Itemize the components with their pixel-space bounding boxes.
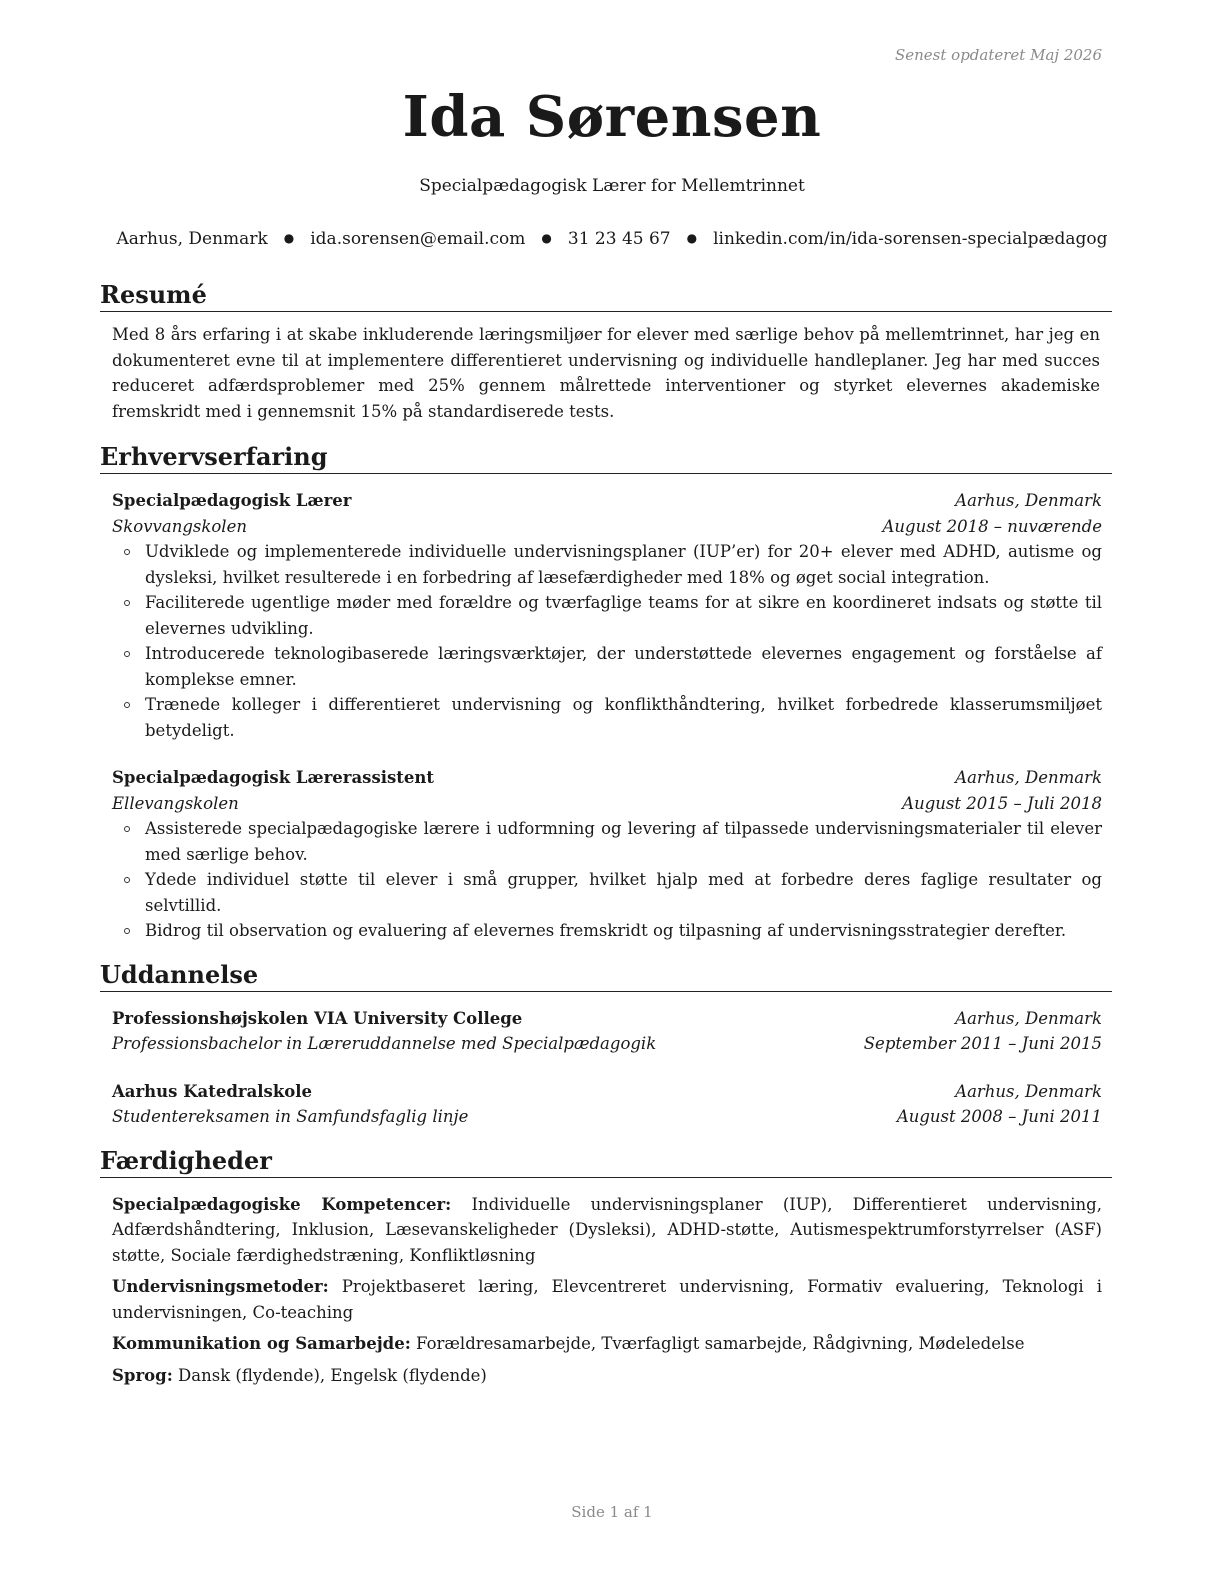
education-degree: Studentereksamen in Samfundsfaglig linje [112, 1107, 469, 1126]
section-title-education: Uddannelse [100, 960, 1112, 992]
contact-phone: 31 23 45 67 [567, 229, 671, 249]
bullet-separator-icon: ● [541, 231, 552, 245]
summary-section [100, 280, 1112, 424]
contact-linkedin[interactable]: linkedin.com/in/ida-sorensen-specialpædagog [713, 229, 1108, 249]
job-role: Specialpædagogisk Lærerassistent [112, 768, 435, 787]
bullet-separator-icon: ● [686, 231, 698, 245]
education-subheader-row [112, 1104, 1102, 1130]
skill-text: Individuelle undervisningsplaner (IUP), Differentieret undervisning, Adfærdshåndtering, Inklusion, Læsevanskeligheder (Dysleksi), ADHD-støtte, Autismespektrumforstyrrelser (ASF) støtte, Sociale færdighedstræning, Konfliktløsning [112, 1194, 1102, 1265]
skill-row [112, 1192, 1102, 1269]
education-location: Aarhus, Denmark [955, 1008, 1102, 1028]
job-header-row [112, 488, 1102, 514]
list-item: Bidrog til observation og evaluering af elevernes fremskridt og tilpasning af undervisningsstrategier derefter. [145, 918, 1102, 944]
skill-label: Undervisningsmetoder: [112, 1277, 329, 1296]
experience-section [100, 442, 1112, 944]
skill-label: Specialpædagogiske Kompetencer: [112, 1194, 452, 1214]
job-location: Aarhus, Denmark [955, 768, 1102, 787]
skills-section [100, 1146, 1112, 1389]
skill-text: Forældresamarbejde, Tværfagligt samarbejde, Rådgivning, Mødeledelse [416, 1334, 1025, 1353]
skill-text: Projektbaseret læring, Elevcentreret undervisning, Formativ evaluering, Teknologi i undervisningen, Co-teaching [112, 1277, 1102, 1322]
skills-list [112, 1192, 1102, 1389]
job-location: Aarhus, Denmark [955, 491, 1102, 510]
page-number: Side 1 af 1 [571, 1503, 653, 1521]
list-item: Udviklede og implementerede individuelle undervisningsplaner (IUP’er) for 20+ elever med ADHD, autisme og dysleksi, hvilket resulterede i en forbedring af læsefærdigheder med 18% og øget social integration. [145, 539, 1102, 590]
education-entry [112, 1079, 1102, 1130]
list-item: Faciliterede ugentlige møder med forældre og tværfaglige teams for at sikre en koordineret indsats og støtte til elevernes udvikling. [145, 590, 1102, 641]
list-item: Ydede individuel støtte til elever i små grupper, hvilket hjalp med at forbedre deres faglige resultater og selvtillid. [145, 867, 1102, 918]
job-bullets [112, 539, 1102, 743]
skill-row [112, 1274, 1102, 1325]
skill-label: Kommunikation og Samarbejde: [112, 1334, 411, 1353]
job-subheader-row [112, 791, 1102, 817]
education-dates: September 2011 – Juni 2015 [863, 1034, 1102, 1053]
job-dates: August 2015 – Juli 2018 [902, 793, 1102, 813]
list-item: Trænede kolleger i differentieret undervisning og konflikthåndtering, hvilket forbedrede klasserumsmiljøet betydeligt. [145, 692, 1102, 743]
section-title-skills: Færdigheder [100, 1146, 1112, 1178]
job-org: Skovvangskolen [112, 516, 247, 536]
job-title: Specialpædagogisk Lærer for Mellemtrinnet [419, 176, 805, 196]
education-degree: Professionsbachelor in Læreruddannelse med Specialpædagogik [112, 1034, 657, 1053]
education-header-row [112, 1079, 1102, 1105]
skill-row [112, 1363, 1102, 1389]
job-entry [112, 488, 1102, 743]
bullet-separator-icon: ● [283, 231, 295, 245]
education-section [100, 960, 1112, 1130]
summary-text: Med 8 års erfaring i at skabe inkluderende læringsmiljøer for elever med særlige behov på mellemtrinnet, har jeg en dokumenteret evne til at implementere differentieret undervisning og individuelle handleplaner. Jeg har med succes reduceret adfærdsproblemer med 25% gennem målrettede interventioner og styrket elevernes akademiske fremskridt med i gennemsnit 15% på standardiserede tests. [112, 325, 1100, 421]
section-title-summary: Resumé [100, 280, 1112, 312]
education-entry [112, 1006, 1102, 1057]
job-dates: August 2018 – nuværende [882, 516, 1102, 536]
resume-content [100, 280, 1112, 1394]
job-org: Ellevangskolen [112, 793, 239, 813]
job-role: Specialpædagogisk Lærer [112, 491, 352, 510]
skill-text: Dansk (flydende), Engelsk (flydende) [178, 1365, 487, 1385]
job-bullets [112, 816, 1102, 944]
education-school: Aarhus Katedralskole [112, 1081, 313, 1101]
education-school: Professionshøjskolen VIA University College [112, 1008, 523, 1028]
contact-email[interactable]: ida.sorensen@email.com [310, 229, 526, 249]
contact-line [0, 229, 1224, 249]
contact-location: Aarhus, Denmark [116, 229, 268, 249]
skill-label: Sprog: [112, 1365, 173, 1385]
job-entry [112, 765, 1102, 944]
list-item: Introducerede teknologibaserede læringsværktøjer, der understøttede elevernes engagement og forståelse af komplekse emner. [145, 641, 1102, 692]
last-updated: Senest opdateret Maj 2026 [894, 46, 1102, 64]
skill-row [112, 1331, 1102, 1357]
section-title-experience: Erhvervserfaring [100, 442, 1112, 474]
education-dates: August 2008 – Juni 2011 [896, 1107, 1102, 1126]
job-subheader-row [112, 514, 1102, 540]
job-header-row [112, 765, 1102, 791]
education-subheader-row [112, 1031, 1102, 1057]
education-location: Aarhus, Denmark [955, 1081, 1102, 1101]
education-header-row [112, 1006, 1102, 1032]
list-item: Assisterede specialpædagogiske lærere i udformning og levering af tilpassede undervisningsmaterialer til elever med særlige behov. [145, 816, 1102, 867]
candidate-name: Ida Sørensen [402, 84, 822, 150]
